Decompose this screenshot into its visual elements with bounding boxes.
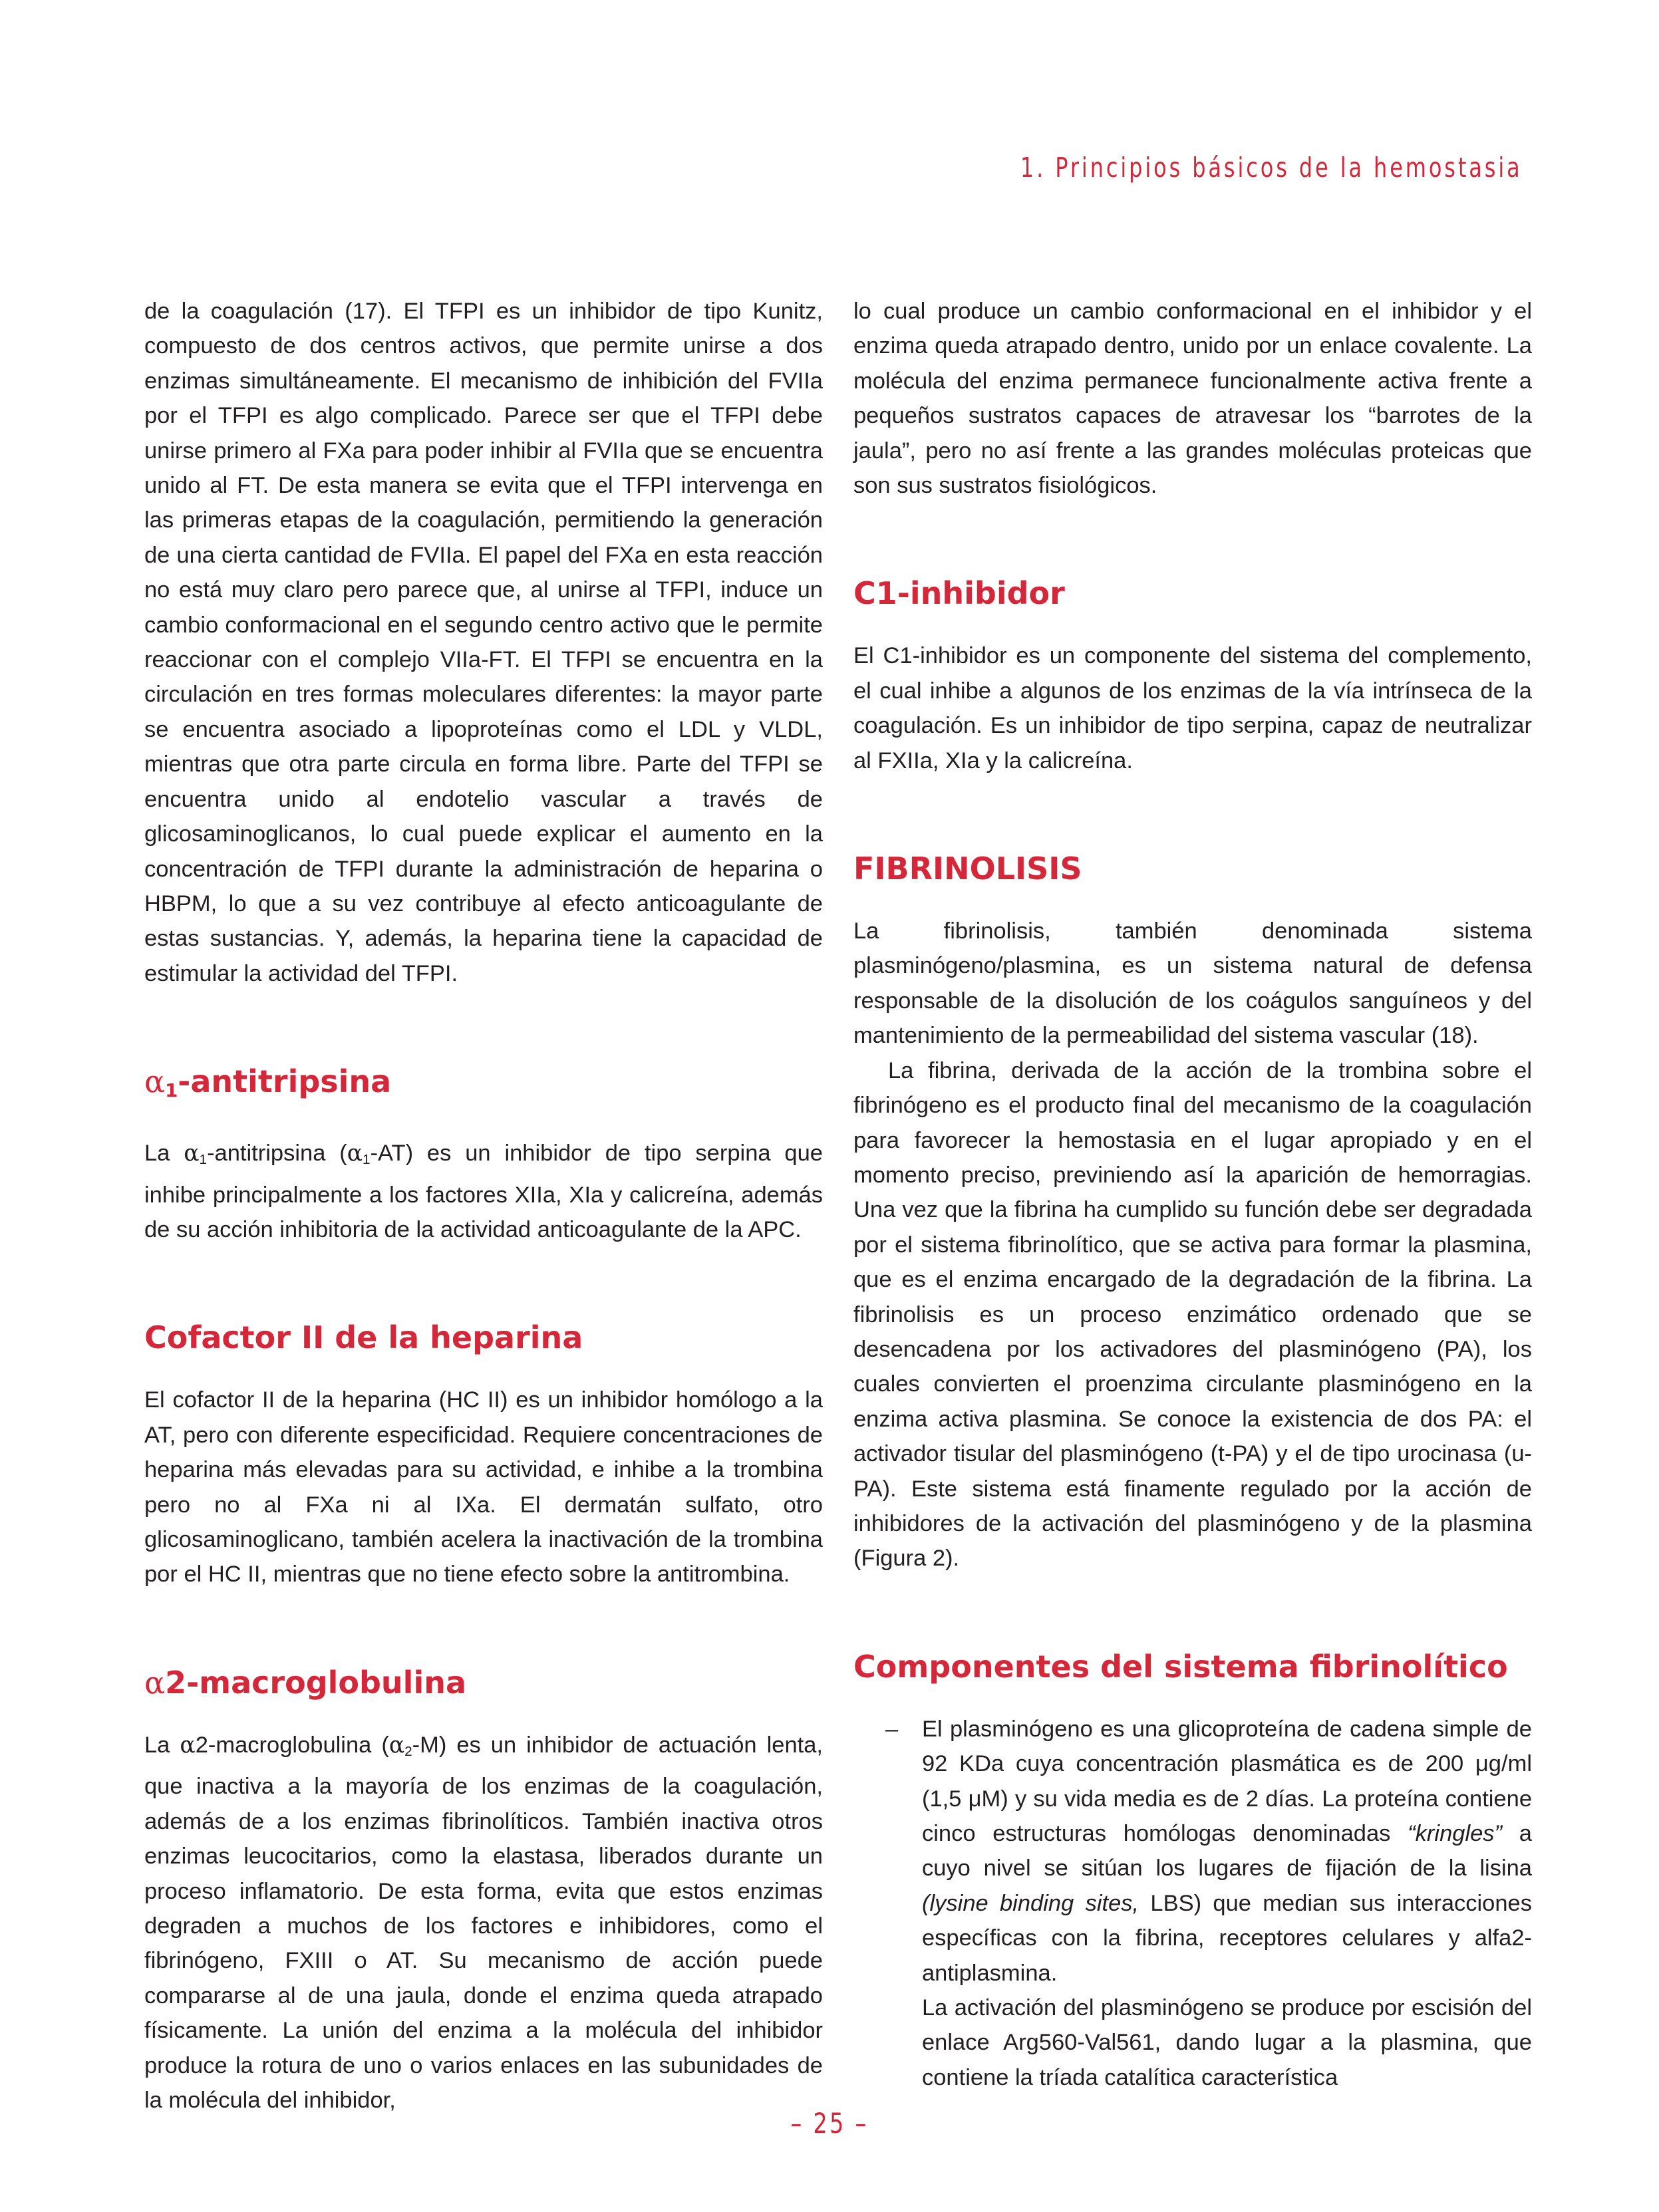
alpha1-antitripsina-paragraph: La $\alpha_1$-antitripsina $(\alpha_1-AT)$ es un inhibidor de tipo serpina que inhibe principalmente a los factores XIIa, XIa y calicreína, además de su acción inhibitoria de la actividad anticoagulante de la APC. bbox=[144, 1140, 823, 1242]
list-item bbox=[853, 1712, 1532, 2095]
running-header-title: 1. Principios básicos de la hemostasia bbox=[1020, 152, 1523, 184]
alpha2-macroglobulina-paragraph: La α2-macroglobulina $(\alpha_2-M)$ es un inhibidor de actuación lenta, que inactiva a la mayoría de los enzimas de la coagulación, además de a los enzimas fibrinolíticos. También inactiva otros enzimas leucocitarios, como la elastasa, liberados durante un proceso inflamatorio. De esta forma, evita que estos enzimas degraden a muchos de los factores e inhibidores, como el fibrinógeno, FXIII o AT. Su mecanismo de acción puede compararse al de una jaula, donde el enzima queda atrapado físicamente. La unión del enzima a la molécula del inhibidor produce la rotura de uno o varios enlaces en las subunidades de la molécula del inhibidor, bbox=[144, 1731, 823, 2114]
dash-bullet: – bbox=[885, 1716, 899, 1742]
alpha2-continuation-paragraph: lo cual produce un cambio conformacional en el inhibidor y el enzima queda atrapado dentro, unido por un enlace covalente. La molécula del enzima permanece funcionalmente activa frente a pequeños sustratos capaces de atravesar los “barrotes de la jaula”, pero no así frente a las grandes moléculas proteicas que son sus sustratos fisiológicos. bbox=[853, 299, 1532, 499]
fibrinolisis-paragraph-1: La fibrinolisis, también denominada sistema plasminógeno/plasmina, es un sistema natural de defensa responsable de la disolución de los coágulos sanguíneos y del mantenimiento de la permeabilidad del sistema vascular (18). bbox=[853, 918, 1532, 1049]
cofactor-ii-heading: Cofactor II de la heparina bbox=[144, 1319, 583, 1356]
plasminogeno-paragraph: El plasminógeno es una glicoproteína de cadena simple de 92 KDa cuya concentración plasmática es de 200 μg/ml (1,5 μM) y su vida media es de 2 días. La proteína contiene cinco estructuras homólogas denominadas “kringles” a cuyo nivel se sitúan los lugares de fijación de la lisina (lysine binding sites, LBS) que median sus interacciones específicas con la fibrina, receptores celulares y alfa2-antiplasmina. bbox=[922, 1716, 1532, 1986]
page-number: – 25 – bbox=[790, 2107, 869, 2140]
activacion-paragraph: La activación del plasminógeno se produce por escisión del enlace Arg560-Val561, dando lugar a la plasmina, que contiene la tríada catalítica característica bbox=[922, 1995, 1532, 2090]
left-column bbox=[144, 294, 823, 2118]
fibrinolisis-paragraph-2: La fibrina, derivada de la acción de la trombina sobre el fibrinógeno es el producto final del mecanismo de la coagulación para favorecer la hemostasia en el lugar apropiado y en el momento preciso, previniendo así la aparición de hemorragias. Una vez que la fibrina ha cumplido su función debe ser degradada por el sistema fibrinolítico, que se activa para formar la plasmina, que es el enzima encargado de la degradación de la fibrina. La fibrinolisis es un proceso enzimático ordenado que se desencadena por los activadores del plasminógeno (PA), los cuales convierten el proenzima circulante plasminógeno en la enzima activa plasmina. Se conoce la existencia de dos PA: el activador tisular del plasminógeno (t-PA) y el de tipo urocinasa (u-PA). Este sistema está finamente regulado por la acción de inhibidores de la activación del plasminógeno y de la plasmina (Figura 2). bbox=[853, 1057, 1532, 1572]
alpha1-antitripsina-heading: $\alpha_1$-antitripsina bbox=[144, 1063, 392, 1102]
alpha2-macroglobulina-heading: α2-macroglobulina bbox=[144, 1664, 467, 1701]
right-column bbox=[853, 294, 1532, 2095]
tfpi-paragraph: de la coagulación (17). El TFPI es un inhibidor de tipo Kunitz, compuesto de dos centros activos, que permite unirse a dos enzimas simultáneamente. El mecanismo de inhibición del FVIIa por el TFPI es algo complicado. Parece ser que el TFPI debe unirse primero al FXa para poder inhibir al FVIIa que se encuentra unido al FT. De esta manera se evita que el TFPI intervenga en las primeras etapas de la coagulación, permitiendo la generación de una cierta cantidad de FVIIa. El papel del FXa en esta reacción no está muy claro pero parece que, al unirse al TFPI, induce un cambio conformacional en el segundo centro activo que le permite reaccionar con el complejo VIIa-FT. El TFPI se encuentra en la circulación en tres formas moleculares diferentes: la mayor parte se encuentra asociado a lipoproteínas como el LDL y VLDL, mientras que otra parte circula en forma libre. Parte del TFPI se encuentra unido al endotelio vascular a través de glicosaminoglicanos, lo cual puede explicar el aumento en la concentración de TFPI durante la administración de heparina o HBPM, lo que a su vez contribuye al efecto anticoagulante de estas sustancias. Y, además, la heparina tiene la capacidad de estimular la actividad del TFPI. bbox=[144, 299, 823, 986]
fibrinolisis-heading: FIBRINOLISIS bbox=[853, 851, 1082, 887]
c1-inhibidor-paragraph: El C1-inhibidor es un componente del sistema del complemento, el cual inhibe a algunos de los enzimas de la vía intrínseca de la coagulación. Es un inhibidor de tipo serpina, capaz de neutralizar al FXIIa, XIa y la calicreína. bbox=[853, 643, 1532, 773]
alpha-symbol: α bbox=[144, 1063, 166, 1100]
componentes-heading: Componentes del sistema fibrinolítico bbox=[853, 1648, 1508, 1685]
cofactor-ii-paragraph: El cofactor II de la heparina (HC II) es un inhibidor homólogo a la AT, pero con diferente especificidad. Requiere concentraciones de heparina más elevadas para su actividad, e inhibe a la trombina pero no al FXa ni al IXa. El dermatán sulfato, otro glicosaminoglicano, también acelera la inactivación de la trombina por el HC II, mientras que no tiene efecto sobre la antitrombina. bbox=[144, 1387, 823, 1588]
c1-inhibidor-heading: C1-inhibidor bbox=[853, 575, 1065, 612]
alpha-symbol: α bbox=[144, 1664, 166, 1701]
